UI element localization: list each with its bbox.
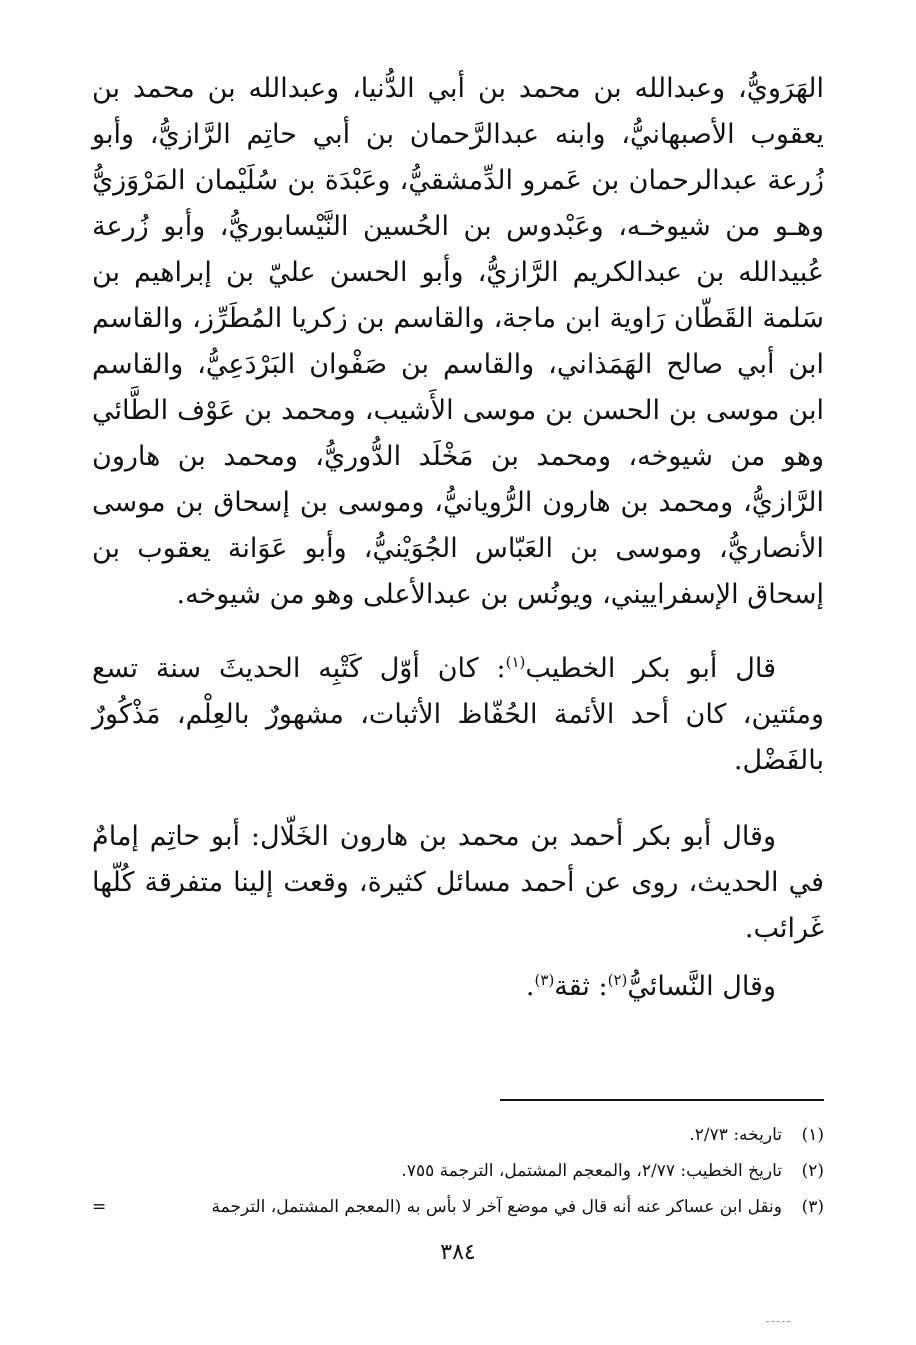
page-number: ٣٨٤ — [440, 1240, 476, 1265]
nasai-mid: : ثقة — [554, 971, 608, 1002]
footnote-text: ونقل ابن عساكر عنه أنه قال في موضع آخر لا بأس به (المعجم المشتمل، الترجمة — [211, 1197, 782, 1217]
footnote-1 — [92, 1117, 824, 1153]
footnote-3 — [92, 1189, 824, 1225]
paragraph-khatib-quote — [92, 646, 824, 784]
continuation-mark: = — [92, 1197, 107, 1217]
main-text — [92, 66, 824, 1010]
scan-artifact — [766, 1321, 790, 1322]
footnote-number: (٣) — [801, 1197, 824, 1217]
footnote-number: (١) — [801, 1125, 824, 1145]
footnote-2 — [92, 1153, 824, 1189]
footnote-ref-2[interactable]: (٢) — [607, 971, 628, 989]
footnote-text: تاريخ الخطيب: ٢/٧٧، والمعجم المشتمل، الترجمة ٧٥٥. — [401, 1161, 782, 1181]
footnote-ref-3[interactable]: (٣) — [534, 971, 555, 989]
footnotes — [92, 1117, 824, 1225]
footnote-number: (٢) — [801, 1161, 824, 1181]
footnote-ref-1[interactable]: (١) — [505, 653, 526, 671]
paragraph-narrators: الهَرَويُّ، وعبدالله بن محمد بن أبي الدُّنيا، وعبدالله بن محمد بن يعقوب الأصبهانيُّ، وابنه عبدالرَّحمان بن أبي حاتِم الرَّازيُّ، وأبو زُرعة عبدالرحمان بن عَمرو الدِّمشقيُّ، وعَبْدَة بن سُلَيْمان المَرْوَزيُّ وهـو من شيوخـه، وعَبْدوس بن الحُسين النَّيْسابوريُّ، وأبو زُرعة عُبيدالله بن عبدالكريم الرَّازيُّ، وأبو الحسن عليّ بن إبراهيم بن سَلمة القَطّان رَاوية ابن ماجة، والقاسم بن زكريا المُطَرِّز، والقاسم ابن أبي صالح الهَمَذاني، والقاسم بن صَفْوان البَرْدَعِيُّ، والقاسم ابن موسى بن الحسن بن موسى الأَشيب، ومحمد بن عَوْف الطَّائي وهو من شيوخه، ومحمد بن مَخْلَد الدُّوريُّ، ومحمد بن هارون الرَّازيُّ، ومحمد بن هارون الرُّويانيُّ، وموسى بن إسحاق بن موسى الأنصاريُّ، وموسى بن العَبّاس الجُوَيْنيُّ، وأبو عَوَانة يعقوب بن إسحاق الإسفراييني، ويونُس بن عبدالأعلى وهو من شيوخه. — [92, 73, 824, 610]
khatib-lead: قال أبو بكر الخطيب — [525, 653, 777, 684]
nasai-end: . — [525, 971, 535, 1002]
paragraph-nasai-quote — [92, 964, 824, 1010]
footnote-divider — [500, 1099, 824, 1101]
footnote-text: تاريخه: ٢/٧٣. — [689, 1125, 782, 1145]
paragraph-khallal-quote: وقال أبو بكر أحمد بن محمد بن هارون الخَلّال: أبو حاتِم إمامٌ في الحديث، روى عن أحمد مسائل كثيرة، وقعت إلينا متفرقة كُلّها غَرائب. — [92, 821, 824, 944]
nasai-lead: وقال النَّسائيُّ — [627, 971, 776, 1002]
khatib-rest: : كان أوّل كَتْبِه الحديثَ سنة تسع ومئتين، كان أحد الأئمة الحُفّاظ الأثبات، مشهورٌ بالعِلْم، مَذْكُورٌ بالفَضْل. — [92, 653, 824, 776]
